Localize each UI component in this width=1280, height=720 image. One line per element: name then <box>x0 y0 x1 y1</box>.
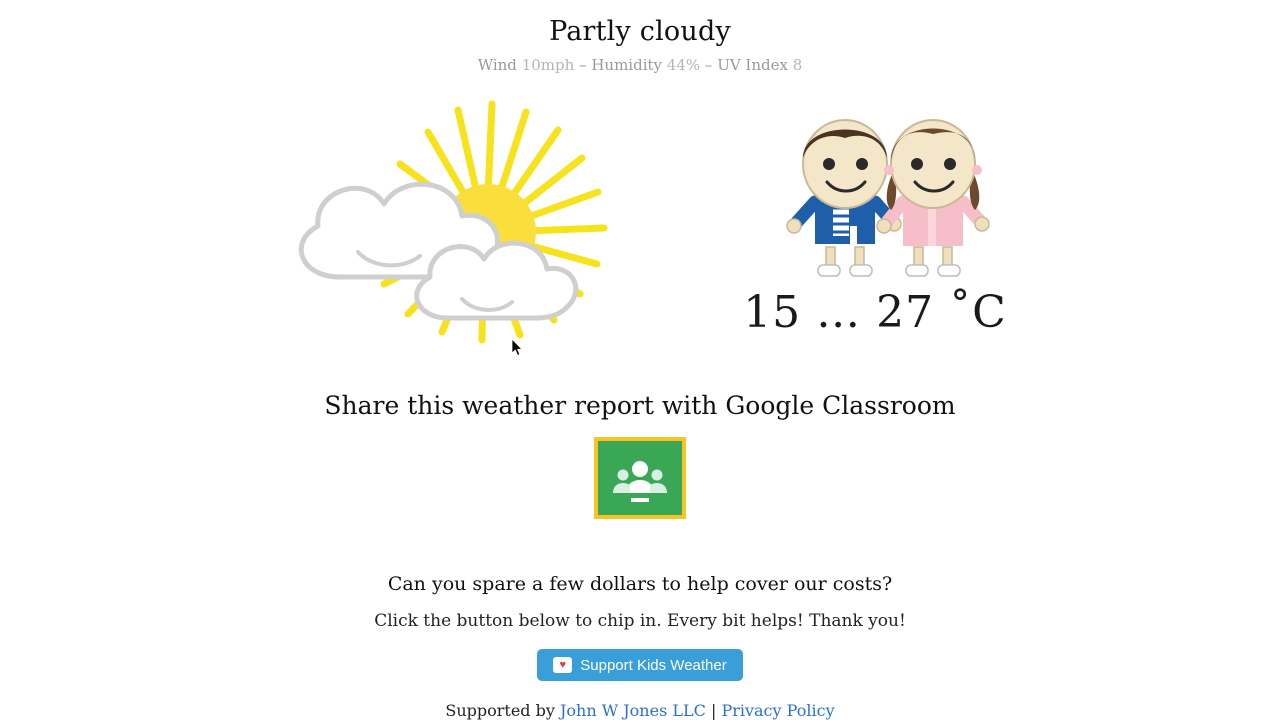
support-kids-weather-button[interactable] <box>537 649 742 681</box>
kids-and-temperature <box>685 102 1065 362</box>
weather-illustration <box>140 92 1140 338</box>
wind-value: 10mph <box>521 56 575 74</box>
coffee-cup-icon <box>553 657 572 673</box>
footer <box>445 701 834 720</box>
support-button-label: Support Kids Weather <box>580 656 727 674</box>
wind-label: Wind <box>477 56 517 74</box>
temperature-range: 15 … 27 ˚C <box>743 287 1007 338</box>
weather-details <box>478 56 803 74</box>
google-classroom-button[interactable] <box>594 437 686 519</box>
footer-link-company[interactable]: John W Jones LLC <box>559 701 706 720</box>
page-title: Partly cloudy <box>549 16 731 47</box>
page-right-margin <box>1276 0 1280 720</box>
sun-behind-cloud-icon <box>280 92 680 357</box>
uv-index-value: 8 <box>792 56 803 74</box>
humidity-value: 44% <box>666 56 701 74</box>
donate-subtext: Click the button below to chip in. Every bit helps! Thank you! <box>374 611 906 632</box>
footer-prefix: Supported by <box>445 701 560 720</box>
boy-and-girl-illustration <box>685 102 1065 302</box>
footer-separator: | <box>705 701 722 720</box>
donate-heading: Can you spare a few dollars to help cover our costs? <box>387 573 893 596</box>
heart-icon: ♥ <box>559 658 567 671</box>
humidity-label: Humidity <box>591 56 662 74</box>
google-classroom-icon <box>609 453 671 503</box>
separator-2: – <box>704 56 713 74</box>
uv-index-label: UV Index <box>717 56 788 74</box>
separator-1: – <box>579 56 587 74</box>
footer-link-privacy[interactable]: Privacy Policy <box>721 701 835 720</box>
share-heading: Share this weather report with Google Classroom <box>324 391 956 421</box>
